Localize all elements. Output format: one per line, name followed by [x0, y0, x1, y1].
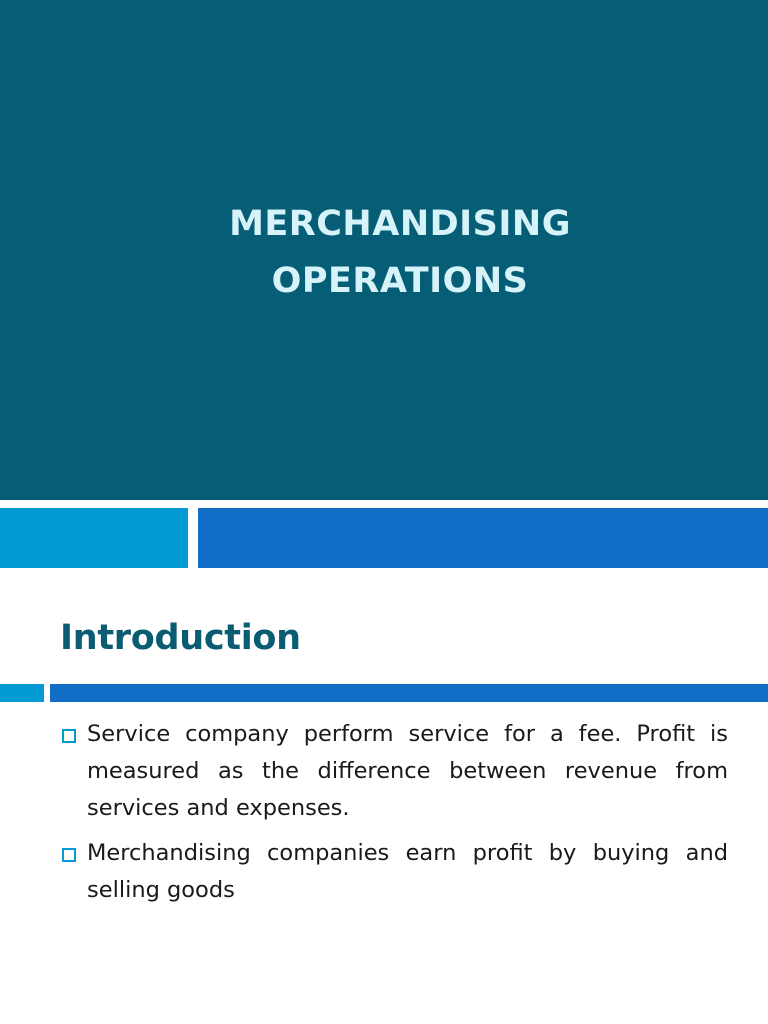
slide-title	[130, 196, 670, 310]
slide-title-line-1: MERCHANDISING	[229, 204, 571, 244]
bullet-list	[60, 716, 728, 917]
accent-band-left	[0, 508, 188, 568]
content-heading: Introduction	[60, 618, 301, 658]
list-item	[60, 716, 728, 827]
title-slide	[0, 0, 768, 500]
bullet-text: Merchandising companies earn profit by buying and selling goods	[87, 840, 728, 903]
accent-band-right	[198, 508, 768, 568]
slide-title-line-2: OPERATIONS	[271, 261, 529, 301]
heading-rule-right	[50, 684, 768, 702]
list-item	[60, 835, 728, 909]
heading-rule-left	[0, 684, 44, 702]
hollow-square-bullet-icon	[62, 729, 76, 743]
bullet-text: Service company perform service for a fee. Profit is measured as the difference between revenue from services and expenses.	[87, 721, 728, 821]
hollow-square-bullet-icon	[62, 848, 76, 862]
